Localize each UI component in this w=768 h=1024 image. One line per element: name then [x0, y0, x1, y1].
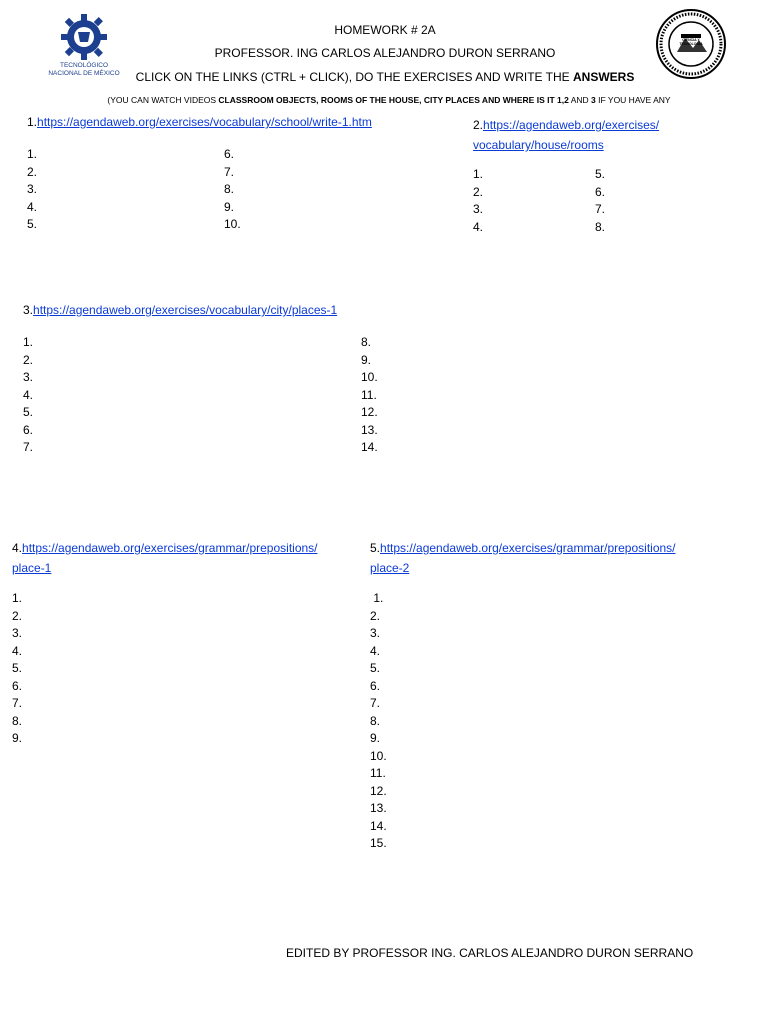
- answer-line: 8.: [12, 713, 23, 728]
- logo-left-text-1: TECNOLÓGICO: [59, 62, 109, 69]
- answer-line: 6.: [224, 147, 235, 161]
- answer-line: 12.: [361, 405, 378, 419]
- answer-line: 12.: [370, 783, 387, 798]
- exercise-3-number: 3.: [23, 303, 34, 317]
- exercise-3-answers-col-2: [361, 334, 378, 457]
- answer-line: 5.: [370, 661, 381, 675]
- answer-line: 6.: [12, 678, 23, 693]
- answer-line: 7.: [224, 164, 235, 179]
- answer-line: 10.: [224, 217, 241, 231]
- answer-line: 3.: [27, 182, 38, 196]
- answer-line: 9.: [361, 352, 372, 367]
- exercise-1-answers-col-2: [224, 146, 241, 234]
- answer-line: 6.: [370, 678, 381, 693]
- answer-line: 2.: [370, 608, 381, 623]
- answer-line: 1.: [23, 335, 34, 349]
- answer-line: 5.: [12, 661, 23, 675]
- answer-line: 3.: [473, 202, 484, 216]
- exercise-4-number: 4.: [12, 541, 23, 555]
- answer-line: 4.: [12, 643, 23, 658]
- exercise-2-heading: [473, 115, 659, 155]
- exercise-5-heading: [370, 538, 676, 578]
- answer-line: 1.: [370, 591, 384, 605]
- answer-line: 13.: [361, 422, 378, 437]
- exercise-5-link-line-2[interactable]: place-2: [370, 561, 410, 575]
- answer-line: 9.: [224, 199, 235, 214]
- answer-line: 2.: [473, 184, 484, 199]
- answer-line: 11.: [361, 387, 377, 402]
- answer-line: 9.: [12, 731, 23, 745]
- exercise-4-link-line-1[interactable]: https://agendaweb.org/exercises/grammar/prepositions/: [22, 541, 318, 555]
- note-bold-2: 3: [591, 95, 596, 105]
- exercise-2-answers-col-1: [473, 166, 483, 236]
- answer-line: 8.: [361, 335, 372, 349]
- answer-line: 10.: [361, 370, 378, 384]
- answer-line: 4.: [27, 199, 38, 214]
- instructions: [120, 70, 650, 84]
- tecnm-logo: [44, 14, 124, 84]
- exercise-2-answers-col-2: [595, 166, 605, 236]
- answer-line: 5.: [27, 217, 38, 231]
- answer-line: 4.: [370, 643, 381, 658]
- answer-line: 9.: [370, 731, 381, 745]
- answer-line: 7.: [595, 202, 606, 216]
- exercise-5-link-line-1[interactable]: https://agendaweb.org/exercises/grammar/prepositions/: [380, 541, 676, 555]
- answer-line: 14.: [361, 440, 378, 454]
- answer-line: 7.: [23, 440, 34, 454]
- answer-line: 14.: [370, 818, 387, 833]
- logo-left-text-2: NACIONAL DE MÉXICO: [48, 70, 120, 77]
- answer-line: 2.: [23, 352, 34, 367]
- answer-line: 3.: [370, 626, 381, 640]
- exercise-3-answers-col-1: [23, 334, 33, 457]
- answer-line: 15.: [370, 836, 387, 850]
- answer-line: 2.: [27, 164, 38, 179]
- answer-line: 5.: [595, 167, 606, 181]
- answer-line: 3.: [12, 626, 23, 640]
- exercise-5-number: 5.: [370, 541, 381, 555]
- answer-line: 6.: [23, 422, 34, 437]
- answer-line: 3.: [23, 370, 34, 384]
- answer-line: 6.: [595, 184, 606, 199]
- exercise-1-number: 1.: [27, 115, 38, 129]
- videos-note: [0, 95, 768, 105]
- answer-line: 1.: [27, 147, 38, 161]
- note-part-3: IF YOU HAVE ANY: [595, 95, 671, 105]
- exercise-3-link[interactable]: https://agendaweb.org/exercises/vocabulary/city/places-1: [33, 303, 338, 317]
- answer-line: 1.: [12, 591, 23, 605]
- exercise-1-answers-col-1: [27, 146, 37, 234]
- answer-line: 8.: [370, 713, 381, 728]
- answer-line: 7.: [12, 696, 23, 710]
- exercise-4-heading: [12, 538, 318, 578]
- answer-line: 8.: [595, 219, 606, 234]
- answer-line: 4.: [23, 387, 34, 402]
- homework-title: HOMEWORK # 2A: [334, 23, 436, 37]
- answer-line: 4.: [473, 219, 484, 234]
- school-seal-logo: [655, 8, 727, 80]
- exercise-4-answers-col-1: [12, 590, 22, 748]
- footer-credit: EDITED BY PROFESSOR ING. CARLOS ALEJANDRO DURON SERRANO: [286, 946, 694, 960]
- logo-right-text: CIENCIA Y TECNOLOGÍA: [679, 38, 703, 46]
- exercise-1-link[interactable]: https://agendaweb.org/exercises/vocabulary/school/write-1.htm: [37, 115, 372, 129]
- instructions-bold: ANSWERS: [572, 70, 635, 84]
- instructions-text: CLICK ON THE LINKS (CTRL + CLICK), DO THE EXERCISES AND WRITE THE: [135, 70, 573, 84]
- exercise-2-link-line-2[interactable]: vocabulary/house/rooms: [473, 138, 604, 152]
- exercise-3-heading: [23, 303, 337, 317]
- note-bold-1: CLASSROOM OBJECTS, ROOMS OF THE HOUSE, CITY PLACES AND WHERE IS IT 1,2: [218, 95, 569, 105]
- answer-line: 8.: [224, 182, 235, 196]
- answer-line: 7.: [370, 696, 381, 710]
- answer-line: 10.: [370, 748, 387, 763]
- note-part-2: AND: [568, 95, 592, 105]
- answer-line: 11.: [370, 766, 386, 780]
- exercise-1-heading: [27, 115, 372, 129]
- exercise-4-link-line-2[interactable]: place-1: [12, 561, 52, 575]
- professor-name: PROFESSOR. ING CARLOS ALEJANDRO DURON SERRANO: [214, 46, 556, 60]
- answer-line: 2.: [12, 608, 23, 623]
- exercise-2-number: 2.: [473, 118, 484, 132]
- answer-line: 13.: [370, 801, 387, 815]
- exercise-2-link-line-1[interactable]: https://agendaweb.org/exercises/: [483, 118, 660, 132]
- answer-line: 5.: [23, 405, 34, 419]
- exercise-5-answers-col-1: [370, 590, 387, 853]
- answer-line: 1.: [473, 167, 484, 181]
- note-part-1: (YOU CAN WATCH VIDEOS: [107, 95, 219, 105]
